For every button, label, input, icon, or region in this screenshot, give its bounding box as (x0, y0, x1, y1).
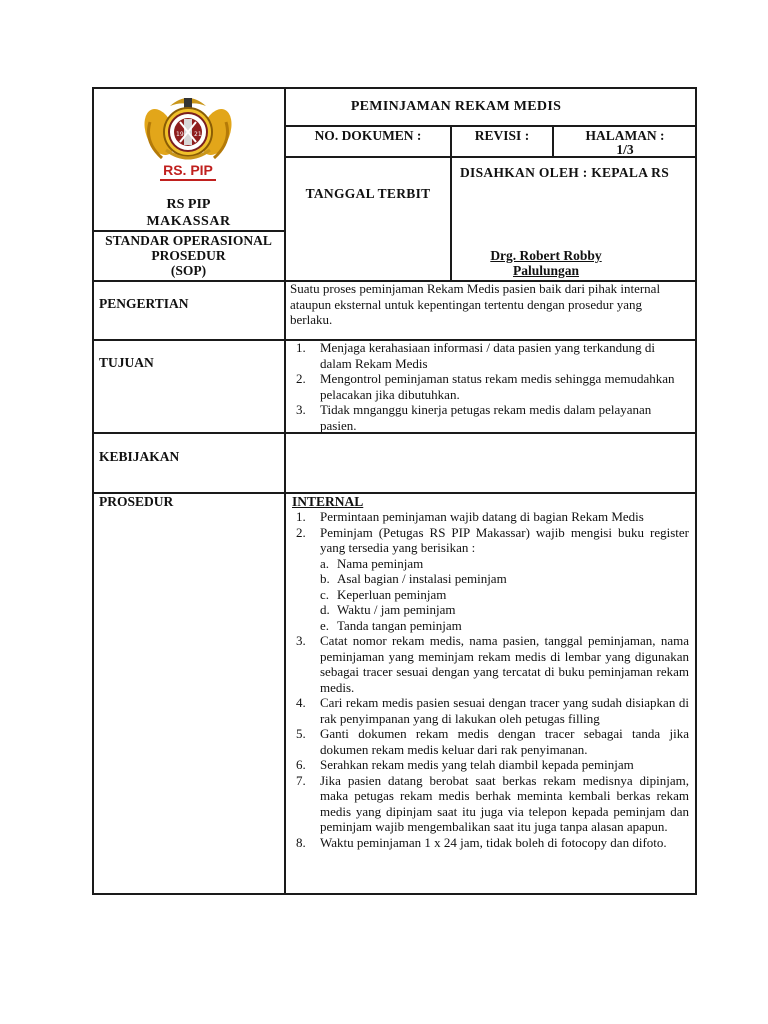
signer-name-line-1: Drg. Robert Robby (490, 248, 602, 263)
prosedur-item: 8. Waktu peminjaman 1 x 24 jam, tidak boleh di fotocopy dan difoto. (296, 834, 667, 850)
prosedur-item: 2. Peminjam (Petugas RS PIP Makassar) wajib mengisi buku register yang tersedia yang berisikan : (296, 524, 689, 555)
table-border-bottom (92, 893, 697, 895)
sop-line-1: STANDAR OPERASIONAL (105, 233, 272, 248)
prosedur-section-title: INTERNAL (292, 494, 364, 509)
no-dokumen-label: NO. DOKUMEN : (314, 128, 422, 143)
table-border-right (695, 87, 697, 894)
sop-line-2: PROSEDUR (151, 248, 226, 263)
table-border-top (92, 87, 697, 89)
kebijakan-label: KEBIJAKAN (99, 449, 180, 464)
hospital-name: RS PIP (166, 197, 211, 212)
prosedur-item: 6. Serahkan rekam medis yang telah diambil kepada peminjam (296, 757, 634, 772)
logo-underline (160, 179, 216, 181)
prosedur-item: 1. Permintaan peminjaman wajib datang di bagian Rekam Medis (296, 509, 644, 524)
tujuan-list (287, 340, 689, 433)
tujuan-item: 3. Tidak mnganggu kinerja petugas rekam medis dalam pelayanan pasien. (296, 402, 652, 433)
prosedur-item: 5. Ganti dokumen rekam medis dengan tracer sebagai tanda jika dokumen rekam medis keluar dari rak penyimanan. (296, 726, 689, 757)
prosedur-subitem: c. Keperluan peminjam (320, 586, 447, 602)
pengertian-label: PENGERTIAN (99, 296, 189, 311)
prosedur-subitem: e. Tanda tangan peminjam (320, 617, 462, 633)
hospital-city: MAKASSAR (146, 214, 231, 229)
halaman-value: 1/3 (616, 142, 634, 157)
document-title: PEMINJAMAN REKAM MEDIS (350, 99, 562, 114)
prosedur-subitem: d. Waktu / jam peminjam (320, 602, 456, 617)
svg-text:21: 21 (194, 131, 202, 138)
prosedur-item: 4. Cari rekam medis pasien sesuai dengan tracer yang sudah disiapkan di rak penyimpanan yang di lakukan oleh petugas filling (296, 695, 689, 726)
disahkan-label: DISAHKAN OLEH : KEPALA RS (460, 165, 670, 180)
svg-text:19: 19 (176, 131, 184, 138)
tanggal-terbit-label: TANGGAL TERBIT (305, 186, 431, 201)
prosedur-item: 3. Catat nomor rekam medis, nama pasien, tanggal peminjaman, nama peminjaman yang meminjam rekam medis di lembar yang digunakan sebagai tracer sesuai dengan yang tercatat di buku peminjaman rekam medis. (296, 633, 689, 695)
halaman-label: HALAMAN : (585, 128, 665, 143)
signer-name-line-2: Palulungan (512, 263, 580, 278)
prosedur-label: PROSEDUR (99, 494, 174, 509)
sop-line-3: (SOP) (170, 263, 207, 278)
tujuan-item: 2. Mengontrol peminjaman status rekam medis sehingga memudahkan pelacakan jika dibutuhkan. (296, 371, 675, 402)
prosedur-subitem: b. Asal bagian / instalasi peminjam (320, 571, 507, 586)
prosedur-subitem: a. Nama peminjam (320, 555, 424, 571)
prosedur-list (287, 509, 689, 850)
prosedur-item: 7. Jika pasien datang berobat saat berkas rekam medisnya dipinjam, maka petugas rekam medis berhak meminta kembali berkas rekam medis yang dipinjam saat itu juga via telepon kepada peminjam dan peminjam wajib mengembalikan saat itu juga tanpa alasan apapun. (296, 772, 689, 834)
column-divider (284, 87, 286, 894)
tujuan-label: TUJUAN (99, 355, 154, 370)
logo-wordmark: RS. PIP (163, 162, 213, 178)
tujuan-item: 1. Menjaga kerahasiaan informasi / data pasien yang terkandung di dalam Rekam Medis (296, 340, 655, 371)
pengertian-text: Suatu proses peminjaman Rekam Medis pasien baik dari pihak internal ataupun eksternal untuk kepentingan tertentu dengan prosedur yang berlaku. (290, 281, 661, 327)
kebijakan-bottom-line (92, 492, 697, 494)
revisi-label: REVISI : (474, 128, 530, 143)
sop-top-line (92, 230, 285, 232)
title-row-divider (284, 125, 696, 127)
